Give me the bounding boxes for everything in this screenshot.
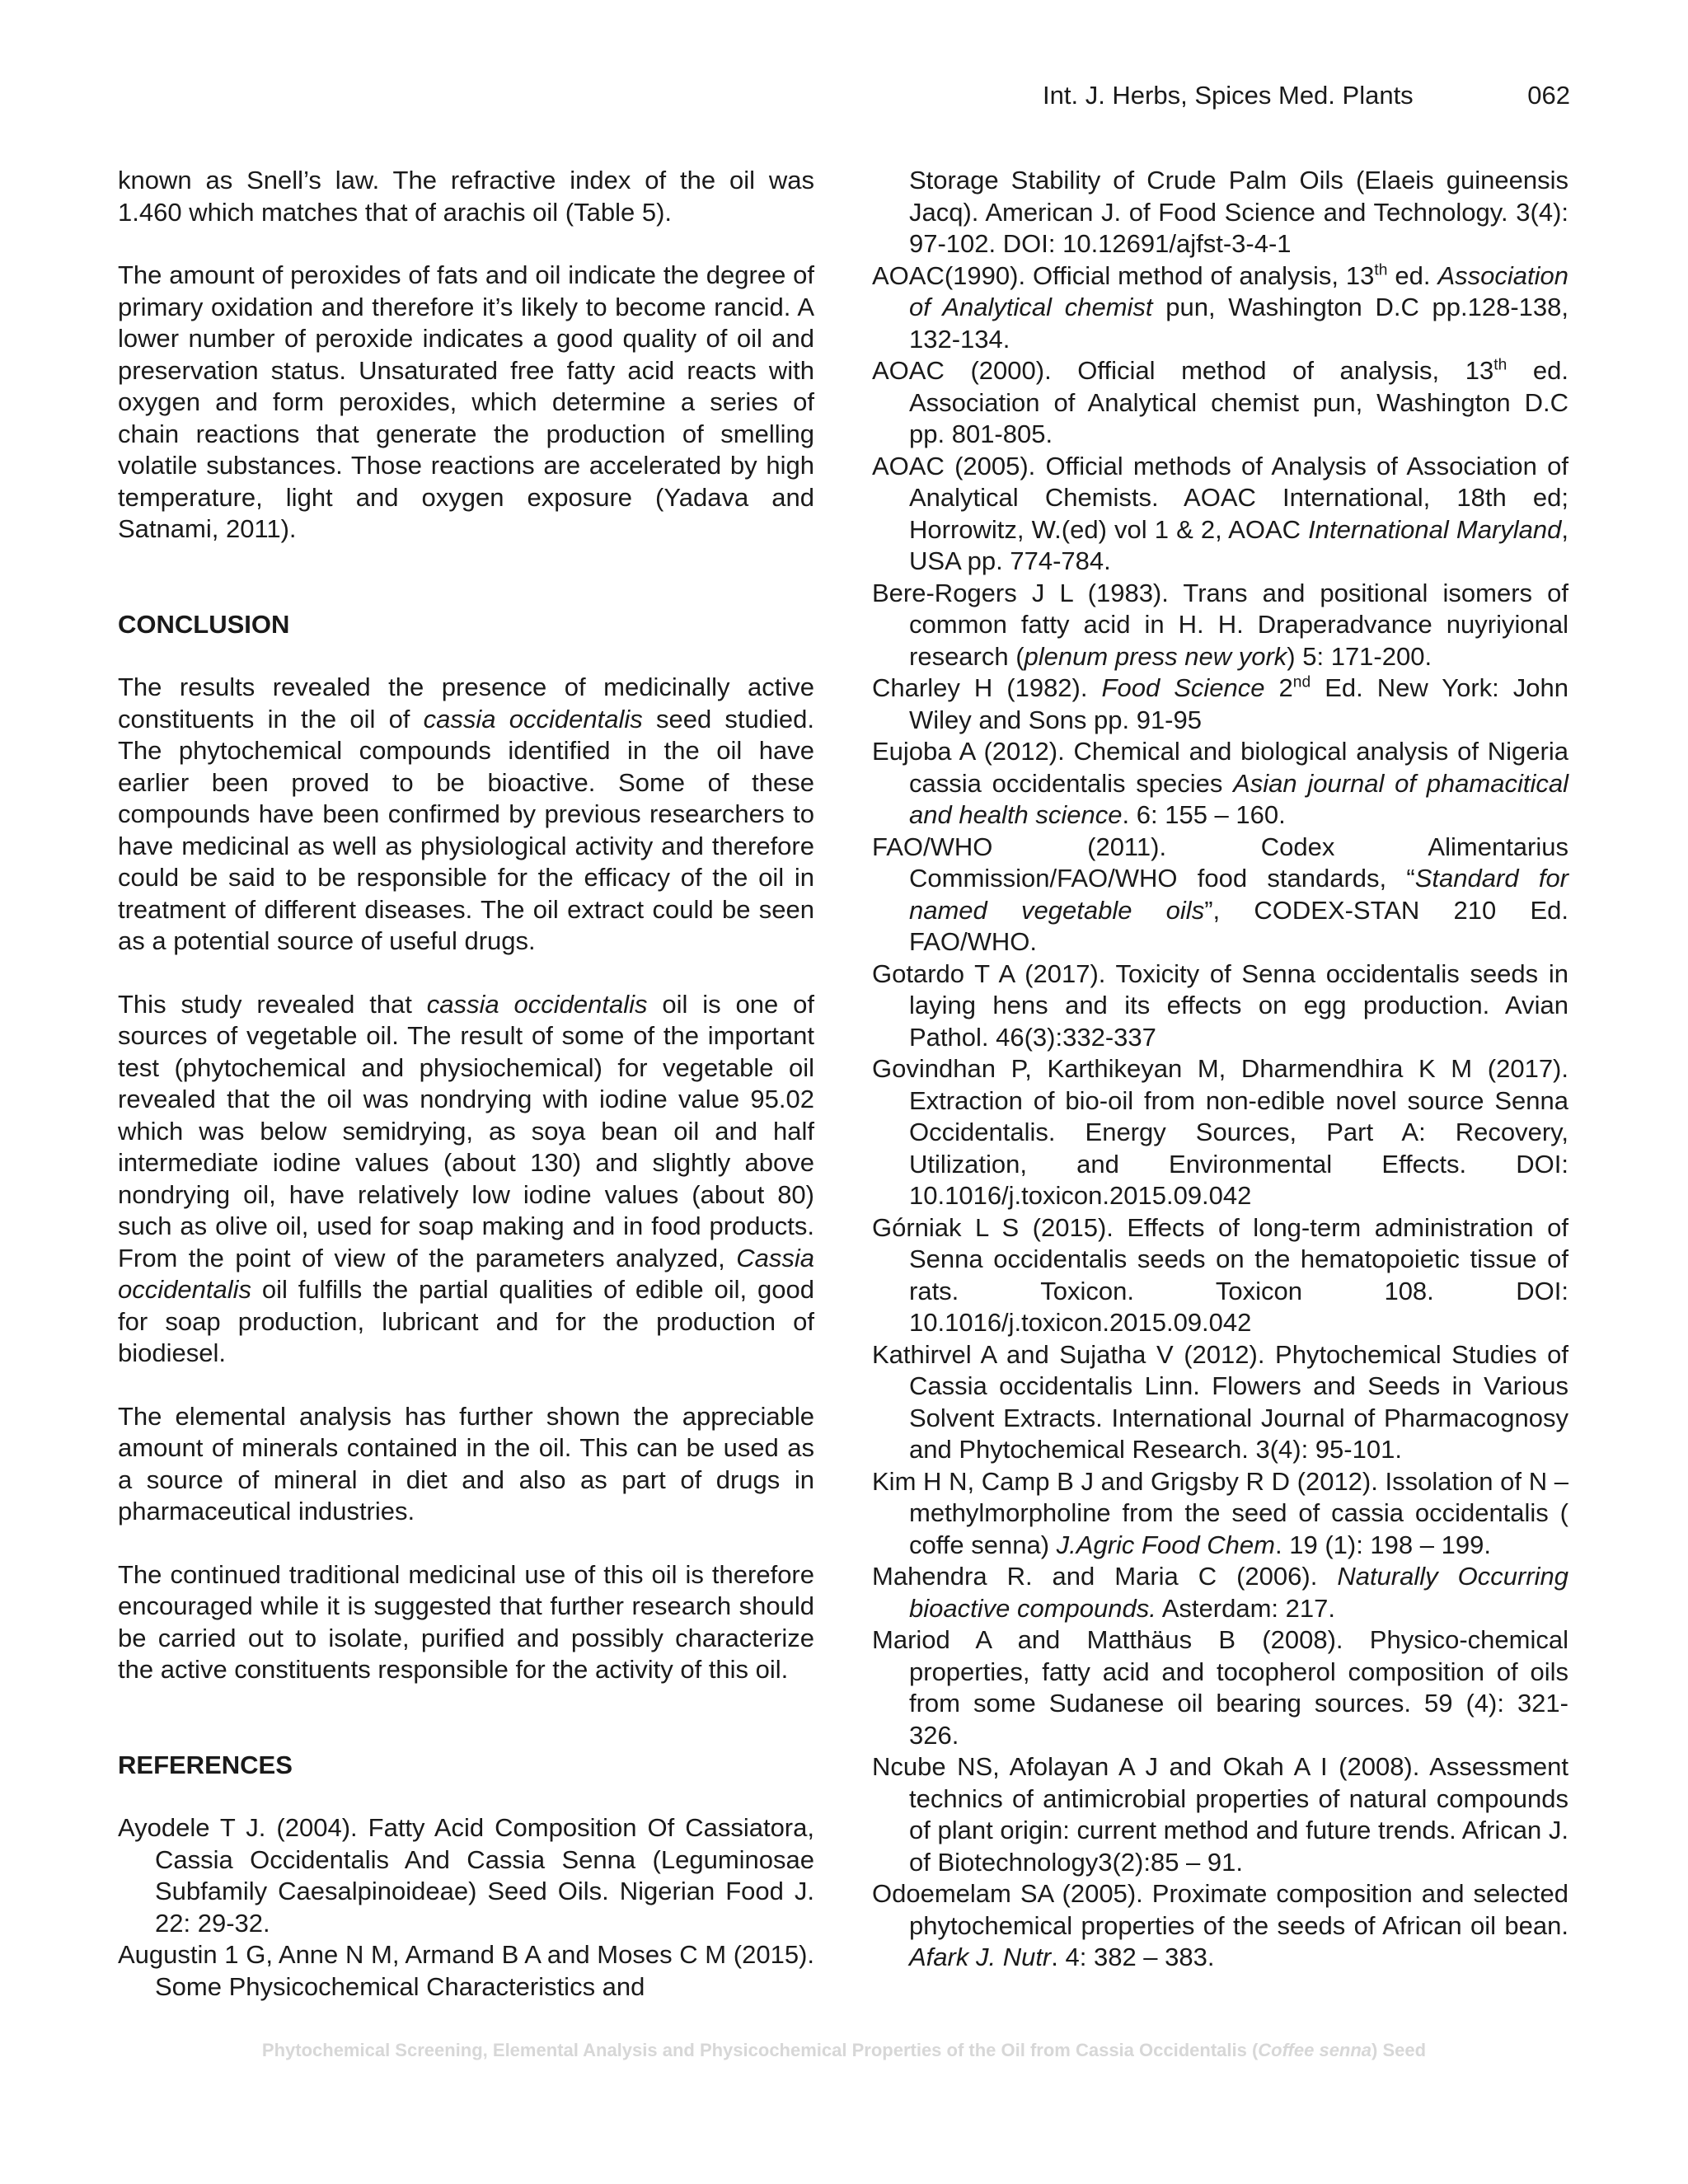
reference-item: Eujoba A (2012). Chemical and biological analysis of Nigeria cassia occidentalis species Asian journal of phamacitical and health science. 6: 155 – 160.	[872, 737, 1568, 829]
left-column	[118, 165, 814, 2003]
paragraph: The continued traditional medicinal use of this oil is therefore encouraged while it is suggested that further research should be carried out to isolate, purified and possibly characterize the active constituents responsible for the activity of this oil.	[118, 1559, 814, 1684]
reference-item: AOAC (2000). Official method of analysis, 13th ed. Association of Analytical chemist pun, Washington D.C pp. 801-805.	[872, 356, 1568, 448]
reference-item: Gotardo T A (2017). Toxicity of Senna occidentalis seeds in laying hens and its effects on egg production. Avian Pathol. 46(3):332-337	[872, 958, 1568, 1052]
reference-item: Górniak L S (2015). Effects of long-term administration of Senna occidentalis seeds on the hematopoietic tissue of rats. Toxicon. Toxicon 108. DOI: 10.1016/j.toxicon.2015.09.042	[872, 1212, 1568, 1337]
paragraph: The amount of peroxides of fats and oil indicate the degree of primary oxidation and therefore it’s likely to become rancid. A lower number of peroxide indicates a good quality of oil and preservation status. Unsaturated free fatty acid reacts with oxygen and form peroxides, which determine a series of chain reactions that generate the production of smelling volatile substances. Those reactions are accelerated by high temperature, light and oxygen exposure (Yadava and Satnami, 2011).	[118, 260, 814, 543]
running-footer: Phytochemical Screening, Elemental Analysis and Physicochemical Properties of the Oil from Cassia Occidentalis (Coffee senna) Seed	[261, 2040, 1427, 2060]
paragraph: The results revealed the presence of medicinally active constituents in the oil of cassia occidentalis seed studied. The phytochemical compounds identified in the oil have earlier been proved to be bioactive. Some of these compounds have been confirmed by previous researchers to have medicinal as well as physiological activity and therefore could be said to be responsible for the efficacy of the oil in treatment of different diseases. The oil extract could be seen as a potential source of useful drugs.	[118, 673, 814, 955]
running-header	[1043, 79, 1570, 115]
reference-item: Charley H (1982). Food Science 2nd Ed. New York: John Wiley and Sons pp. 91-95	[872, 673, 1569, 734]
paragraph: This study revealed that cassia occidentalis oil is one of sources of vegetable oil. The result of some of the important test (phytochemical and physiochemical) for vegetable oil revealed that the oil was nondrying with iodine value 95.02 which was below semidrying, as soya bean oil and half intermediate iodine values (about 130) and slightly above nondrying oil, have relatively low iodine values (about 80) such as olive oil, used for soap making and in food products. From the point of view of the parameters analyzed, Cassia occidentalis oil fulfills the partial qualities of edible oil, good for soap production, lubricant and for the production of biodiesel.	[118, 989, 814, 1367]
reference-item: Augustin 1 G, Anne N M, Armand B A and Moses C M (2015). Some Physicochemical Characteristics and	[118, 1940, 814, 2001]
references-heading: REFERENCES	[118, 1750, 293, 1779]
paragraph: known as Snell’s law. The refractive index of the oil was 1.460 which matches that of arachis oil (Table 5).	[118, 166, 814, 227]
journal-title: Int. J. Herbs, Spices Med. Plants	[1043, 81, 1414, 110]
reference-continuation: Storage Stability of Crude Palm Oils (Elaeis guineensis Jacq). American J. of Food Science and Technology. 3(4): 97-102. DOI: 10.12691/ajfst-3-4-1	[909, 166, 1568, 258]
conclusion-heading: CONCLUSION	[118, 609, 290, 639]
reference-item: Odoemelam SA (2005). Proximate composition and selected phytochemical properties of the seeds of African oil bean. Afark J. Nutr. 4: 382 – 383.	[872, 1879, 1568, 1971]
reference-item: Ncube NS, Afolayan A J and Okah A I (2008). Assessment technics of antimicrobial properties of natural compounds of plant origin: current method and future trends. African J. of Biotechnology3(2):85 – 91.	[872, 1752, 1568, 1877]
paragraph: The elemental analysis has further shown the appreciable amount of minerals contained in the oil. This can be used as a source of mineral in diet and also as part of drugs in pharmaceutical industries.	[118, 1401, 814, 1526]
reference-item: AOAC(1990). Official method of analysis, 13th ed. Association of Analytical chemist pun, Washington D.C pp.128-138, 132-134.	[872, 260, 1568, 354]
page-number: 062	[1527, 81, 1570, 110]
reference-item: Kathirvel A and Sujatha V (2012). Phytochemical Studies of Cassia occidentalis Linn. Flowers and Seeds in Various Solvent Extracts. International Journal of Pharmacognosy and Phytochemical Research. 3(4): 95-101.	[872, 1339, 1568, 1464]
reference-item: Mariod A and Matthäus B (2008). Physico-chemical properties, fatty acid and tocopherol composition of oils from some Sudanese oil bearing sources. 59 (4): 321-326.	[872, 1625, 1568, 1750]
reference-item: Ayodele T J. (2004). Fatty Acid Composition Of Cassiatora, Cassia Occidentalis And Cassia Senna (Leguminosae Subfamily Caesalpinoideae) Seed Oils. Nigerian Food J. 22: 29-32.	[118, 1813, 814, 1938]
reference-item: Mahendra R. and Maria C (2006). Naturally Occurring bioactive compounds. Asterdam: 217.	[872, 1562, 1568, 1623]
reference-item: FAO/WHO (2011). Codex Alimentarius Commission/FAO/WHO food standards, “Standard for named vegetable oils”, CODEX-STAN 210 Ed. FAO/WHO.	[872, 832, 1569, 956]
right-column	[872, 165, 1568, 1974]
reference-item: Govindhan P, Karthikeyan M, Dharmendhira K M (2017). Extraction of bio-oil from non-edible novel source Senna Occidentalis. Energy Sources, Part A: Recovery, Utilization, and Environmental Effects. DOI: 10.1016/j.toxicon.2015.09.042	[872, 1054, 1568, 1210]
reference-item: AOAC (2005). Official methods of Analysis of Association of Analytical Chemists. AOAC International, 18th ed; Horrowitz, W.(ed) vol 1 & 2, AOAC International Maryland, USA pp. 774-784.	[872, 451, 1568, 575]
reference-item: Kim H N, Camp B J and Grigsby R D (2012). Issolation of N – methylmorpholine from the seed of cassia occidentalis ( coffe senna) J.Agric Food Chem. 19 (1): 198 – 199.	[872, 1466, 1568, 1559]
reference-item: Bere-Rogers J L (1983). Trans and positional isomers of common fatty acid in H. H. Draperadvance nuyriyional research (plenum press new york) 5: 171-200.	[872, 578, 1568, 671]
